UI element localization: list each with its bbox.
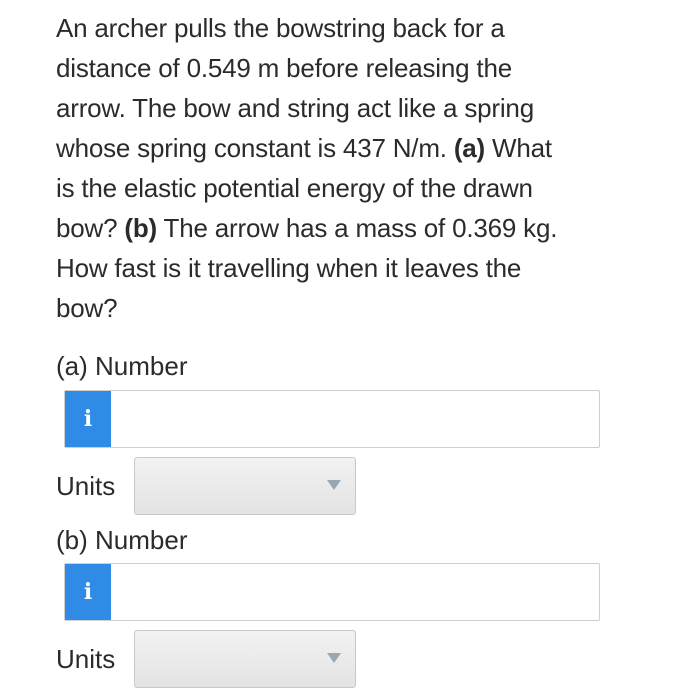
info-icon[interactable]: i (65, 564, 111, 620)
question-line (56, 128, 616, 168)
question-line: bow? (56, 293, 118, 323)
part-b-marker: (b) (124, 213, 157, 243)
part-a-number-field (64, 390, 600, 448)
question-line (56, 208, 616, 248)
question-line: is the elastic potential energy of the drawn (56, 173, 533, 203)
part-b-number-field (64, 563, 600, 621)
part-a-marker: (a) (453, 133, 486, 163)
question-line: arrow. The bow and string act like a spring (56, 93, 534, 123)
part-b-units-select[interactable] (134, 630, 356, 688)
part-b-units-label: Units (56, 644, 116, 674)
part-a-units-select[interactable] (134, 457, 356, 515)
question-line: How fast is it travelling when it leaves the (56, 253, 522, 283)
chevron-down-icon (327, 480, 341, 490)
question-text-segment: What (485, 133, 552, 163)
part-a-number-input[interactable] (111, 391, 599, 447)
chevron-down-icon (327, 653, 341, 663)
part-a-units-label: Units (56, 471, 116, 501)
question-line: An archer pulls the bowstring back for a (56, 13, 505, 43)
question-text (56, 8, 616, 328)
part-b-number-label: (b) Number (56, 525, 188, 555)
info-icon[interactable]: i (65, 391, 111, 447)
question-text-segment: whose spring constant is 437 N/m. (56, 133, 454, 163)
part-a-number-label: (a) Number (56, 351, 188, 381)
question-text-segment: The arrow has a mass of 0.369 kg. (157, 213, 558, 243)
question-text-segment: bow? (56, 213, 125, 243)
question-line: distance of 0.549 m before releasing the (56, 53, 512, 83)
part-b-number-input[interactable] (111, 564, 599, 620)
